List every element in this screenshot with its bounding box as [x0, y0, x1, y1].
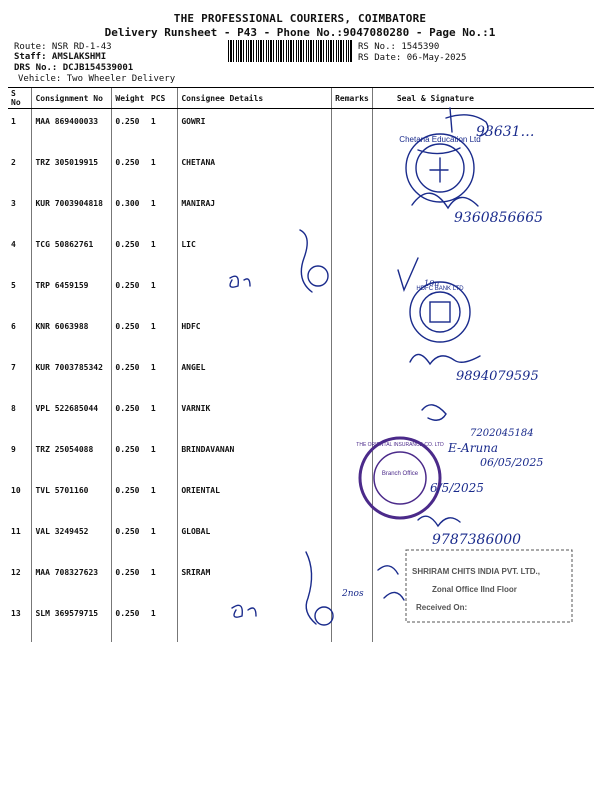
- row-sno: 4: [11, 240, 16, 249]
- col-weight: Weight: [112, 88, 148, 109]
- handwritten-phone-row-3: 9360856665: [454, 210, 544, 226]
- row-consignment: TVL 5701160: [32, 478, 112, 519]
- row-pcs: 1: [150, 240, 156, 249]
- row-weight: 0.250: [112, 109, 148, 151]
- row-sno: 10: [11, 486, 21, 495]
- handwritten-date-row-9: 06/05/2025: [480, 456, 544, 469]
- row-weight: 0.250: [112, 437, 148, 478]
- row-weight: 0.250: [112, 396, 148, 437]
- handwritten-phone-row-11: 9787386000: [432, 532, 522, 548]
- row-pcs: 1: [150, 445, 156, 454]
- col-consignment: Consignment No: [32, 88, 112, 109]
- handwritten-phone-row-7: 9894079595: [456, 369, 539, 384]
- row-sno: 12: [11, 568, 21, 577]
- col-pcs: PCS: [148, 88, 178, 109]
- row-sno: 3: [11, 199, 16, 208]
- row-consignee: CHETANA: [178, 150, 332, 191]
- signature-row-13: [232, 605, 256, 617]
- rs-number: RS No.: 1545390: [358, 42, 440, 52]
- signature-row-3: [412, 193, 478, 208]
- row-sno: 9: [11, 445, 16, 454]
- handwritten-date-row-10: 6/5/2025: [430, 481, 484, 495]
- row-pcs: 1: [150, 568, 156, 577]
- row-consignment: TRP 6459159: [32, 273, 112, 314]
- col-signature: Seal & Signature: [372, 88, 594, 109]
- row-weight: 0.250: [112, 519, 148, 560]
- row-pcs: 1: [150, 199, 156, 208]
- vehicle-label: Vehicle: Two Wheeler Delivery: [18, 74, 176, 84]
- row-sno: 1: [11, 117, 16, 126]
- row-consignment: TRZ 25054088: [32, 437, 112, 478]
- row-consignment: VPL 522685044: [32, 396, 112, 437]
- row-sno: 8: [11, 404, 16, 413]
- oriental-branch-text: Branch Office: [381, 471, 419, 477]
- staff-label: Staff: AMSLAKSHMI: [14, 52, 107, 62]
- oriental-stamp-text: THE ORIENTAL INSURANCE CO. LTD: [356, 442, 444, 448]
- row-consignee: GLOBAL: [178, 519, 332, 560]
- row-sno: 7: [11, 363, 16, 372]
- col-remarks: Remarks: [332, 88, 373, 109]
- row-weight: 0.300: [112, 191, 148, 232]
- row-pcs: 1: [150, 486, 156, 495]
- hdfc-stamp-text: HDFC BANK LTD: [416, 286, 464, 292]
- chetana-stamp: [406, 134, 474, 202]
- row-consignment: TCG 50862761: [32, 232, 112, 273]
- sriram-stamp-line-2: Zonal Office IInd Floor: [432, 585, 517, 594]
- sriram-stamp-line-1: SHRIRAM CHITS INDIA PVT. LTD.,: [412, 567, 540, 576]
- drs-label: DRS No.: DCJB154539001: [14, 63, 134, 73]
- row-sno: 2: [11, 158, 16, 167]
- row-pcs: 1: [150, 363, 156, 372]
- row-sno: 5: [11, 281, 16, 290]
- row-consignment: VAL 3249452: [32, 519, 112, 560]
- signature-row-5c: [398, 258, 418, 290]
- row-sno: 13: [11, 609, 21, 618]
- handwritten-phone-row-1: 93631…: [476, 124, 535, 140]
- col-consignee: Consignee Details: [178, 88, 332, 109]
- row-consignee: ORIENTAL: [178, 478, 332, 519]
- row-weight: 0.250: [112, 355, 148, 396]
- signature-row-5b: [308, 266, 328, 286]
- document-subtitle: Delivery Runsheet - P43 - Phone No.:9047080280 - Page No.:1: [104, 26, 496, 39]
- route-label: Route: NSR RD-1-43: [14, 42, 112, 52]
- row-consignment: KUR 7003904818: [32, 191, 112, 232]
- signature-row-5a: [230, 276, 250, 287]
- row-pcs: 1: [150, 117, 156, 126]
- row-consignee: VARNIK: [178, 396, 332, 437]
- handwritten-ref-row-9: 7202045184: [470, 428, 534, 439]
- row-pcs: 1: [150, 322, 156, 331]
- row-pcs: 1: [150, 527, 156, 536]
- row-sno: 6: [11, 322, 16, 331]
- row-consignment: MAA 708327623: [32, 560, 112, 601]
- signature-row-12: [306, 552, 316, 624]
- row-weight: 0.250: [112, 560, 148, 601]
- row-weight: 0.250: [112, 478, 148, 519]
- oriental-stamp: [360, 438, 440, 518]
- handwritten-mark-row-12: 2nos: [342, 589, 364, 599]
- row-consignment: KUR 7003785342: [32, 355, 112, 396]
- row-consignee: SRIRAM: [178, 560, 332, 601]
- row-consignment: SLM 369579715: [32, 601, 112, 642]
- signature-row-13b: [315, 607, 333, 625]
- row-consignee: GOWRI: [178, 109, 332, 151]
- row-weight: 0.250: [112, 314, 148, 355]
- row-consignee: LIC: [178, 232, 332, 273]
- sriram-stamp-line-3: Received On:: [416, 603, 468, 612]
- col-sno: S No: [8, 88, 32, 109]
- row-pcs: 1: [150, 609, 156, 618]
- handwritten-mark-row-5: 10n: [424, 279, 440, 288]
- row-weight: 0.250: [112, 601, 148, 642]
- chetana-stamp-text: Chetana Education Ltd: [399, 135, 481, 144]
- row-consignee: MANIRAJ: [178, 191, 332, 232]
- signature-row-7: [410, 354, 480, 364]
- document-title: THE PROFESSIONAL COURIERS, COIMBATORE: [173, 12, 427, 25]
- rs-date: RS Date: 06-May-2025: [358, 53, 467, 63]
- signature-row-8: [422, 405, 446, 420]
- row-consignee: ANGEL: [178, 355, 332, 396]
- handwritten-name-row-9: E-Aruna: [448, 441, 499, 455]
- row-weight: 0.250: [112, 273, 148, 314]
- signature-row-12b: [378, 566, 404, 600]
- row-pcs: 1: [150, 281, 156, 290]
- row-consignment: KNR 6063988: [32, 314, 112, 355]
- row-weight: 0.250: [112, 150, 148, 191]
- row-pcs: 1: [150, 404, 156, 413]
- row-consignee: BRINDAVANAN: [178, 437, 332, 478]
- row-consignee: HDFC: [178, 314, 332, 355]
- row-consignment: MAA 869400033: [32, 109, 112, 151]
- signature-row-11: [418, 516, 460, 526]
- row-weight: 0.250: [112, 232, 148, 273]
- row-sno: 11: [11, 527, 21, 536]
- row-pcs: 1: [150, 158, 156, 167]
- row-consignment: TRZ 305019915: [32, 150, 112, 191]
